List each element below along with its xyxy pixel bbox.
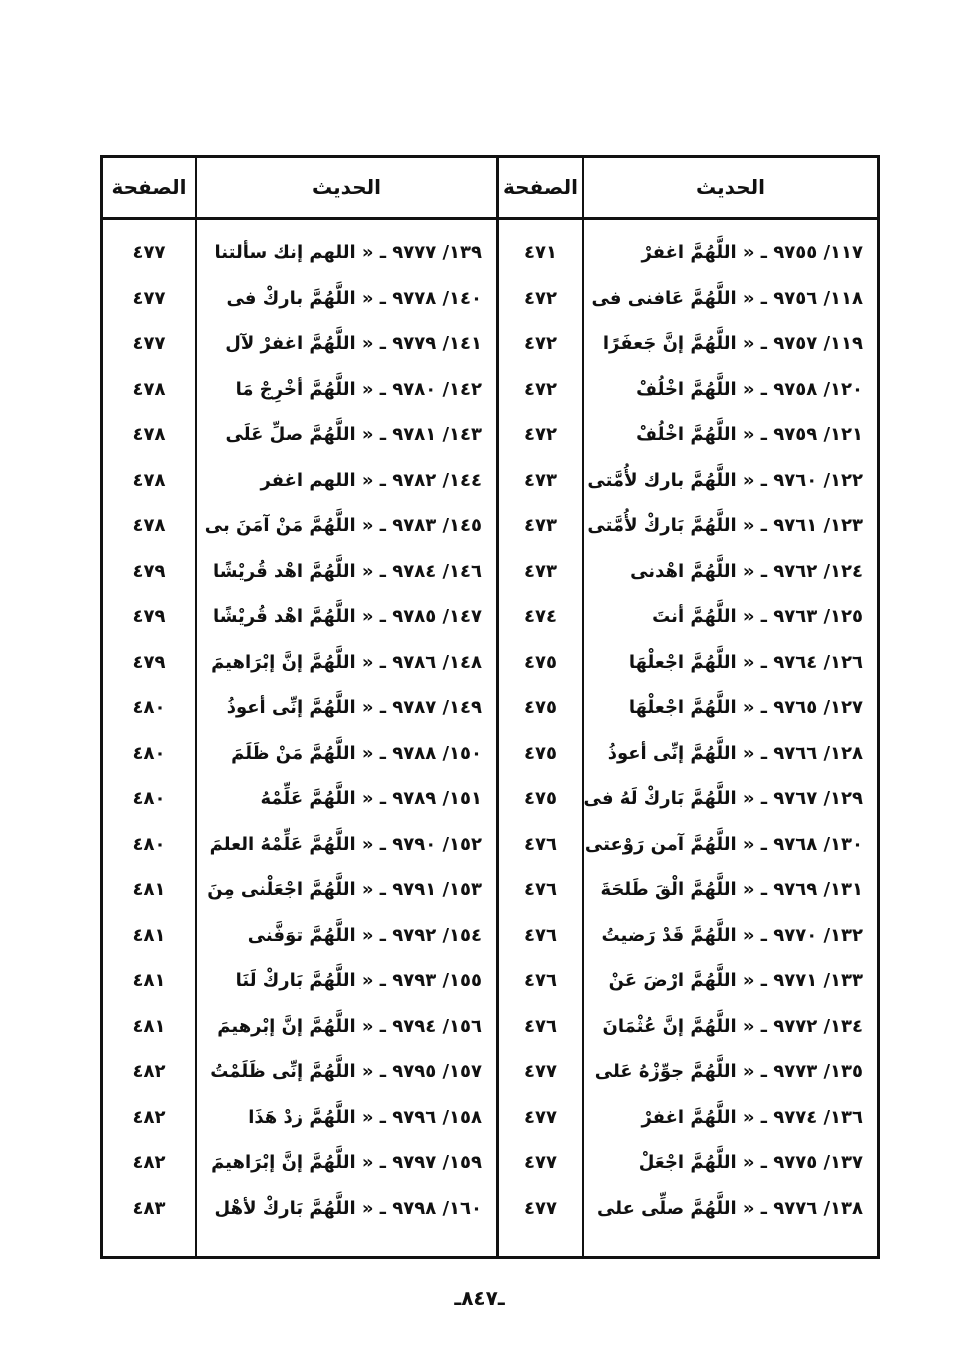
left-page-number: ٤٨١ [132, 970, 166, 991]
right-hadith-entry: ١٢٢/ ٩٧٦٠ ـ « اللَّهُمَّ بارك لأُمَّتى [587, 469, 863, 491]
right-hadith-entry: ١٢٦/ ٩٧٦٤ ـ « اللَّهُمَّ اجْعلْهَا [628, 651, 863, 673]
right-page-number: ٤٧١ [524, 242, 557, 263]
left-page-number: ٤٨١ [132, 879, 166, 900]
right-hadith-entry: ١٣٤/ ٩٧٧٢ ـ « اللَّهُمَّ إنَّ عُثْمَانَ [602, 1015, 863, 1037]
right-hadith-entry: ١٢٥/ ٩٧٦٣ ـ « اللَّهُمَّ أنتَ [652, 606, 863, 627]
right-page-number: ٤٧٣ [524, 469, 557, 491]
left-hadith-entry: ١٦٠/ ٩٧٩٨ ـ « اللَّهُمَّ بَاركْ لأهْل [214, 1197, 482, 1219]
left-page-number: ٤٧٩ [132, 651, 166, 673]
right-page-number: ٤٧٦ [524, 970, 557, 991]
right-hadith-entry: ١٣١/ ٩٧٦٩ ـ « اللَّهُمَّ الْقَ طَلحَةَ [600, 879, 863, 900]
table-row [103, 276, 877, 322]
table-row [103, 367, 877, 413]
left-page-number: ٤٨٢ [132, 1106, 166, 1128]
right-page-number: ٤٧٦ [524, 833, 557, 855]
right-hadith-entry: ١٢٠/ ٩٧٥٨ ـ « اللَّهُمَّ اخْلُفْ [636, 378, 863, 400]
table-row [103, 640, 877, 686]
right-page-number: ٤٧٦ [524, 879, 557, 900]
right-page-number: ٤٧٢ [524, 378, 557, 400]
table-row [103, 913, 877, 959]
left-page-number: ٤٨٣ [132, 1197, 166, 1219]
left-hadith-entry: ١٤١/ ٩٧٧٩ ـ « اللَّهُمَّ اغفرْ لآل [225, 333, 482, 354]
right-page-number: ٤٧٥ [524, 697, 557, 718]
right-hadith-header: الحديث [695, 175, 765, 199]
left-hadith-entry: ١٤٥/ ٩٧٨٣ ـ « اللَّهُمَّ مَنْ آمَنَ بى [204, 515, 482, 536]
table-row [103, 1140, 877, 1186]
right-hadith-entry: ١٣٠/ ٩٧٦٨ ـ « اللَّهُمَّ آمن رَوْعتى [584, 833, 863, 855]
left-page-number: ٤٨٠ [132, 742, 166, 764]
right-page-number: ٤٧٢ [524, 424, 557, 445]
right-page-number: ٤٧٢ [524, 287, 557, 309]
right-hadith-entry: ١٢٣/ ٩٧٦١ ـ « اللَّهُمَّ بَاركْ لأُمَّتى [587, 515, 863, 536]
left-hadith-entry: ١٥٣/ ٩٧٩١ ـ « اللَّهُمَّ اجْعَلْنى مِنَ [207, 879, 482, 900]
right-hadith-entry: ١٣٥/ ٩٧٧٣ ـ « اللَّهُمَّ جوِّزْهُ عَلى [594, 1061, 863, 1082]
table-row [103, 503, 877, 549]
right-hadith-entry: ١٢٧/ ٩٧٦٥ ـ « اللَّهُمَّ اجْعلْهَا [628, 697, 863, 718]
left-hadith-entry: ١٤٠/ ٩٧٧٨ ـ « اللَّهُمَّ باركْ فى [226, 287, 482, 309]
table-row [103, 321, 877, 367]
left-page-number: ٤٧٧ [132, 333, 166, 354]
left-hadith-header: الحديث [311, 175, 381, 199]
left-page-number: ٤٨٠ [132, 833, 166, 855]
table-row [103, 230, 877, 276]
left-hadith-entry: ١٥٩/ ٩٧٩٧ ـ « اللَّهُمَّ إنَّ إبْرَاهيمَ [211, 1152, 482, 1173]
left-hadith-entry: ١٤٩/ ٩٧٨٧ ـ « اللَّهُمَّ إنِّى أعوذُ [226, 697, 482, 718]
left-hadith-entry: ١٤٤/ ٩٧٨٢ ـ « اللهم اغفر [260, 469, 482, 491]
page-number: ـ٨٤٧ـ [454, 1286, 505, 1310]
table-row [103, 1186, 877, 1232]
left-page-number: ٤٧٩ [132, 560, 166, 582]
left-page-number: ٤٧٨ [132, 424, 166, 445]
left-hadith-entry: ١٣٩/ ٩٧٧٧ ـ « اللهم إنك سألتنا [214, 242, 482, 263]
right-hadith-entry: ١٢٩/ ٩٧٦٧ ـ « اللَّهُمَّ بَاركْ لَهُ فى [584, 788, 863, 809]
right-page-number: ٤٧٥ [524, 651, 557, 673]
table-row [103, 1049, 877, 1095]
index-table [100, 155, 880, 1259]
right-hadith-entry: ١٢١/ ٩٧٥٩ ـ « اللَّهُمَّ اخْلُفْ [636, 424, 863, 445]
right-page-number: ٤٧٧ [524, 1197, 557, 1219]
left-hadith-entry: ١٤٦/ ٩٧٨٤ ـ « اللَّهُمَّ اهْد قُريْشًا [212, 560, 482, 582]
right-page-number: ٤٧٧ [524, 1106, 557, 1128]
right-hadith-entry: ١٣٢/ ٩٧٧٠ ـ « اللَّهُمَّ قَدْ رَضيتُ [601, 924, 863, 946]
table-row [103, 731, 877, 777]
table-row [103, 776, 877, 822]
left-page-number: ٤٧٨ [132, 469, 166, 491]
left-page-number: ٤٧٨ [132, 515, 166, 536]
left-page-number: ٤٧٧ [132, 287, 166, 309]
left-page-number: ٤٨١ [132, 924, 166, 946]
right-hadith-entry: ١٢٤/ ٩٧٦٢ ـ « اللَّهُمَّ اهْدنى [630, 560, 863, 582]
left-hadith-entry: ١٥٥/ ٩٧٩٣ ـ « اللَّهُمَّ بَاركْ لَنَا [235, 970, 482, 991]
left-page-header: الصفحة [111, 175, 187, 199]
left-hadith-entry: ١٥٢/ ٩٧٩٠ ـ « اللَّهُمَّ عَلِّمْهُ العلمَ [209, 833, 482, 855]
left-hadith-entry: ١٥٦/ ٩٧٩٤ ـ « اللَّهُمَّ إنَّ إبْرهيمَ [217, 1015, 482, 1037]
table-row [103, 412, 877, 458]
table-row [103, 867, 877, 913]
right-hadith-entry: ١١٨/ ٩٧٥٦ ـ « اللَّهُمَّ عَافنى فى [591, 287, 863, 309]
right-page-header: الصفحة [502, 175, 578, 199]
left-hadith-entry: ١٤٨/ ٩٧٨٦ ـ « اللَّهُمَّ إنَّ إبْرَاهيمَ [211, 651, 482, 673]
left-page-number: ٤٧٩ [132, 606, 166, 627]
left-page-number: ٤٨٢ [132, 1152, 166, 1173]
left-page-number: ٤٨١ [132, 1015, 166, 1037]
left-hadith-entry: ١٥٤/ ٩٧٩٢ ـ « اللَّهُمَّ توَفَّنى [247, 924, 482, 946]
left-hadith-entry: ١٤٣/ ٩٧٨١ ـ « اللَّهُمَّ صلِّ عَلَى [225, 424, 482, 445]
right-page-number: ٤٧٣ [524, 515, 557, 536]
right-hadith-entry: ١٣٦/ ٩٧٧٤ ـ « اللَّهُمَّ اغفرْ [641, 1106, 863, 1128]
header-divider [103, 217, 877, 220]
right-hadith-entry: ١٣٣/ ٩٧٧١ ـ « اللَّهُمَّ ارْضَ عَنْ [608, 970, 863, 991]
table-row [103, 1004, 877, 1050]
table-row [103, 822, 877, 868]
left-hadith-entry: ١٥١/ ٩٧٨٩ ـ « اللَّهُمَّ عَلِّمْهُ [260, 788, 482, 809]
right-page-number: ٤٧٣ [524, 560, 557, 582]
right-page-number: ٤٧٧ [524, 1061, 557, 1082]
left-page-number: ٤٨٢ [132, 1061, 166, 1082]
left-hadith-entry: ١٤٧/ ٩٧٨٥ ـ « اللَّهُمَّ اهْد قُريْشًا [212, 606, 482, 627]
right-hadith-entry: ١٣٧/ ٩٧٧٥ ـ « اللَّهُمَّ اجْعَلْ [638, 1152, 863, 1173]
right-hadith-entry: ١١٩/ ٩٧٥٧ ـ « اللَّهُمَّ إنَّ جَعفَرًا [602, 333, 863, 354]
left-page-number: ٤٧٧ [132, 242, 166, 263]
left-hadith-entry: ١٥٠/ ٩٧٨٨ ـ « اللَّهُمَّ مَنْ ظَلَمَ [231, 742, 482, 764]
left-hadith-entry: ١٤٢/ ٩٧٨٠ ـ « اللَّهُمَّ أخْرِجْ مَا [235, 378, 482, 400]
table-row [103, 958, 877, 1004]
right-page-number: ٤٧٢ [524, 333, 557, 354]
table-row [103, 458, 877, 504]
right-page-number: ٤٧٥ [524, 742, 557, 764]
right-hadith-entry: ١٢٨/ ٩٧٦٦ ـ « اللَّهُمَّ إنِّى أعوذُ [607, 742, 863, 764]
right-hadith-entry: ١١٧/ ٩٧٥٥ ـ « اللَّهُمَّ اغفرْ [641, 242, 863, 263]
right-page-number: ٤٧٦ [524, 1015, 557, 1037]
right-hadith-entry: ١٣٨/ ٩٧٧٦ ـ « اللَّهُمَّ صلِّى على [597, 1197, 863, 1219]
left-page-number: ٤٧٨ [132, 378, 166, 400]
table-row [103, 594, 877, 640]
left-page-number: ٤٨٠ [132, 788, 166, 809]
right-page-number: ٤٧٥ [524, 788, 557, 809]
right-page-number: ٤٧٤ [524, 606, 557, 627]
table-row [103, 685, 877, 731]
right-page-number: ٤٧٦ [524, 924, 557, 946]
left-hadith-entry: ١٥٧/ ٩٧٩٥ ـ « اللَّهُمَّ إنِّى ظَلَمْتُ [210, 1061, 482, 1082]
right-page-number: ٤٧٧ [524, 1152, 557, 1173]
left-page-number: ٤٨٠ [132, 697, 166, 718]
table-row [103, 1095, 877, 1141]
left-hadith-entry: ١٥٨/ ٩٧٩٦ ـ « اللَّهُمَّ زدْ هَذَا [248, 1106, 482, 1128]
table-row [103, 549, 877, 595]
